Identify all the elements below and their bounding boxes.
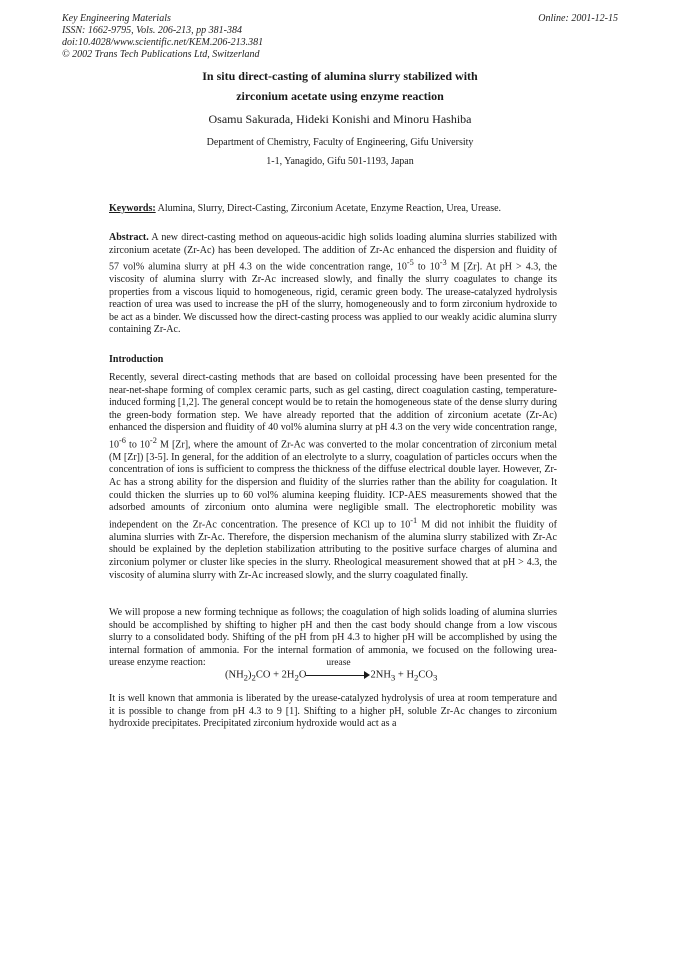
eq-sub: 2	[294, 672, 299, 683]
abstract-text-3: M [Zr]. At pH > 4.3, the viscosity of alumina slurry with Zr-Ac increased slowly, and finally the slurry coagulates to change its properties from a viscous liquid to homogeneous, rigid, ceramic green body. The urease-catalyzed hydrolysis reaction of urea was used to increase the pH of the slurry, homogeneously and to form zirconium hydroxide to be act as a binder. We discussed how the direct-casting process was applied to our weakly acidic alumina slurry containing Zr-Ac.	[109, 261, 557, 336]
journal-header	[62, 13, 618, 61]
keywords	[109, 203, 557, 215]
title-line-1: In situ direct-casting of alumina slurry stabilized with	[202, 69, 478, 83]
title-line-2: zirconium acetate using enzyme reaction	[236, 89, 444, 103]
intro-text-c: M [Zr], where the amount of Zr-Ac was converted to the molar concentration of zirconium metal (M [Zr]) [3-5]. In general, for the addition of an electrolyte to a slurry, coagulation of particles occurs when the concentration of ions is sufficient to compress the thickness of the diffuse electrical double layer. However, Zr-Ac has a strong ability for the dispersion and fluidity of the slurries rather than the ability for coagulation. It could thicken the slurries up to 60 vol% alumina keeping fluidity. ICP-AES measurements showed that the adsorbed amounts of zirconium onto alumina were negligible small. The electrophoretic mobility was independent on the Zr-Ac concentration. The presence of KCl up to 10	[109, 439, 557, 531]
abstract	[109, 232, 557, 337]
keywords-label: Keywords:	[109, 203, 156, 214]
abstract-label: Abstract.	[109, 232, 149, 243]
introduction-paragraph-3: It is well known that ammonia is liberated by the urease-catalyzed hydrolysis of urea at room temperature and it is possible to change from pH 4.3 to 9 [1]. Shifting to a higher pH, soluble Zr-Ac changes to zirconium hydroxide precipitates. Precipitated zirconium hydroxide would act as a	[109, 693, 557, 730]
eq-sub: 2	[414, 672, 419, 683]
eq-lhs-a: (NH	[225, 669, 244, 681]
eq-sub: 3	[390, 672, 396, 683]
eq-sub: 3	[433, 672, 438, 683]
intro-sup-2: -2	[149, 435, 157, 445]
intro-sup-1: -6	[119, 435, 126, 445]
journal-name: Key Engineering Materials	[62, 13, 171, 24]
eq-lhs-d: O	[298, 669, 307, 681]
issn-line: ISSN: 1662-9795, Vols. 206-213, pp 381-384	[62, 25, 242, 36]
affiliation-line-2: 1-1, Yanagido, Gifu 501-1193, Japan	[266, 156, 414, 167]
urea-urease-equation	[225, 658, 438, 683]
introduction-paragraph-2: We will propose a new forming technique as follows; the coagulation of high solids loading of alumina slurries should be accomplished by shifting to higher pH and then the cast body should change from a low viscous slurry to a consolidated body. Shifting of the pH from pH 4.3 to higher pH will be accomplished by using the internal formation of ammonia. For the internal formation of ammonia, we focused on the following urea-urease enzyme reaction:	[109, 607, 557, 669]
copyright-line: © 2002 Trans Tech Publications Ltd, Switzerland	[62, 49, 260, 60]
eq-sub: 2	[243, 672, 249, 683]
eq-rhs-b: + H	[395, 669, 415, 681]
authors: Osamu Sakurada, Hideki Konishi and Minoru Hashiba	[208, 112, 472, 126]
abstract-text-2: to 10	[413, 261, 440, 273]
eq-lhs-b: )	[248, 669, 252, 681]
online-date: Online: 2001-12-15	[538, 13, 618, 24]
eq-rhs-c: CO	[418, 669, 434, 681]
reaction-arrow-icon	[306, 658, 370, 682]
doi-line: doi:10.4028/www.scientific.net/KEM.206-213.381	[62, 37, 264, 48]
affiliation	[100, 133, 580, 171]
abstract-text-1: A new direct-casting method on aqueous-acidic high solids loading alumina slurries stabilized with zirconium acetate (Zr-Ac) has been developed. The addition of Zr-Ac enhanced the dispersion and fluidity of 57 vol% alumina slurry at pH 4.3 on the wide concentration range, 10	[109, 232, 557, 273]
intro-text-a: Recently, several direct-casting methods that are based on colloidal processing have been presented for the near-net-shape forming of complex ceramic parts, such as gel casting, direct coagulation casting, temperature-induced forming [1,2]. The general concept would be to retain the homogeneous state of the dense slurry during the green-body formation step. We have already reported that the addition of zirconium acetate (Zr-Ac) enhanced the dispersion and fluidity of 40 vol% alumina slurry at pH 4.3 on the very wide concentration range, 10	[109, 372, 557, 451]
intro-sup-3: -1	[410, 515, 418, 525]
eq-lhs-c: CO + 2H	[255, 669, 295, 681]
keywords-text: Alumina, Slurry, Direct-Casting, Zirconium Acetate, Enzyme Reaction, Urea, Urease.	[157, 203, 502, 214]
paper-title	[100, 66, 580, 106]
intro-text-b: to 10	[125, 439, 150, 451]
eq-sub: 2	[251, 672, 256, 683]
intro-text-d: M did not inhibit the fluidity of alumina slurries with Zr-Ac. Therefore, the dispersion mechanism of the alumina slurry stabilized with Zr-Ac should be explained by the depletion stabilization attributing to the positive surface charges of alumina and zirconium polymer or cluster like species in the slurry. Rheological measurement showed that at pH > 4.3, the viscosity of alumina slurry with Zr-Ac increased slowly, and the slurry coagulated finally.	[109, 519, 557, 581]
introduction-paragraph-1	[109, 372, 557, 582]
eq-rhs-a: 2NH	[370, 669, 391, 681]
catalyst-label: urease	[326, 658, 351, 668]
abstract-sup-1: -5	[406, 258, 414, 268]
abstract-sup-2: -3	[439, 258, 447, 268]
introduction-heading: Introduction	[109, 354, 164, 365]
affiliation-line-1: Department of Chemistry, Faculty of Engineering, Gifu University	[206, 137, 474, 148]
